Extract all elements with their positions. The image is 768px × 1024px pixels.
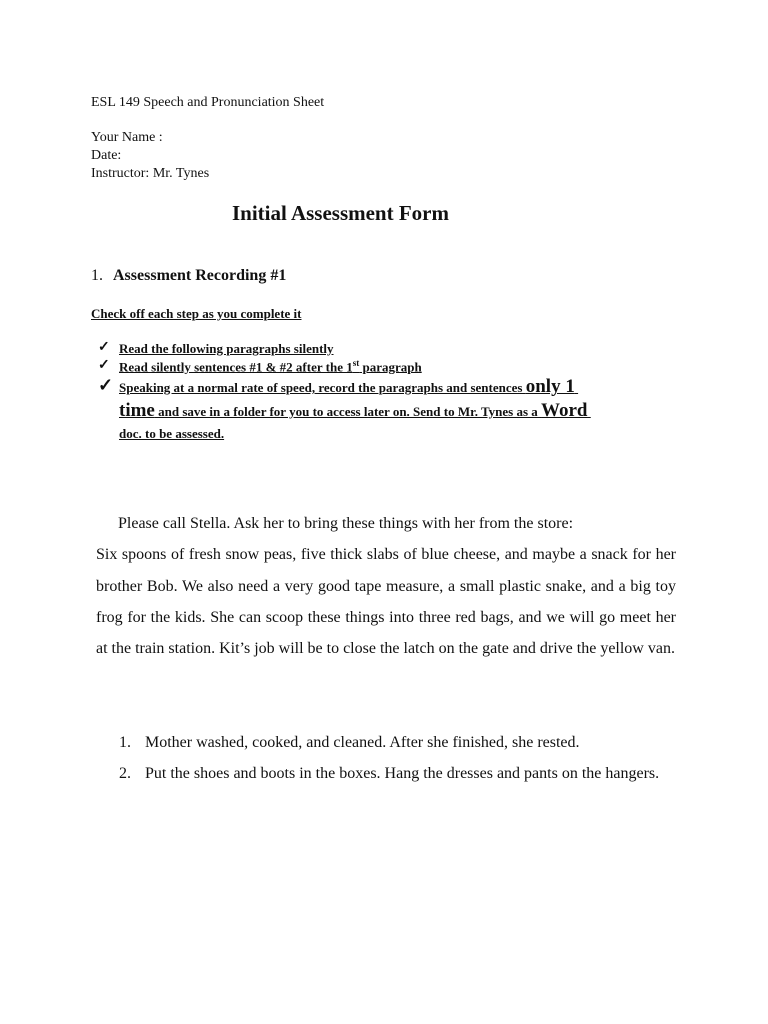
section-number: 1.	[91, 267, 103, 284]
step-3-line-3: doc. to be assessed.	[119, 426, 225, 441]
step-3-emphasis-word: Word	[541, 400, 588, 421]
step-2-text: Read silently sentences #1 & #2 after the 1	[119, 359, 353, 375]
step-3-line-1	[119, 376, 578, 398]
checkmark-icon: ✓	[98, 375, 114, 395]
step-3-emphasis-time: time	[119, 400, 155, 421]
checkmark-icon: ✓	[98, 340, 110, 355]
reading-paragraph	[96, 508, 676, 664]
list-number: 1.	[119, 734, 131, 751]
step-2-tail: paragraph	[359, 359, 422, 375]
step-3-text-a: Speaking at a normal rate of speed, record the paragraphs and sentences	[119, 380, 526, 395]
instruction-text: Check off each step as you complete it	[91, 306, 302, 321]
paragraph-line-1: Please call Stella. Ask her to bring these things with her from the store:	[118, 515, 574, 532]
course-title: ESL 149 Speech and Pronunciation Sheet	[91, 95, 325, 110]
step-2-superscript: st	[352, 358, 360, 368]
instructor-label: Instructor: Mr. Tynes	[91, 166, 210, 181]
step-2	[119, 358, 422, 375]
step-1: Read the following paragraphs silently	[119, 341, 334, 356]
step-3-line-2	[119, 400, 591, 422]
section-title: Assessment Recording #1	[113, 267, 287, 284]
date-label: Date:	[91, 148, 122, 163]
step-3-emphasis-only: only 1	[525, 376, 575, 397]
list-text: Put the shoes and boots in the boxes. Hang the dresses and pants on the hangers.	[145, 765, 660, 782]
page-title: Initial Assessment Form	[232, 201, 449, 225]
list-number: 2.	[119, 765, 131, 782]
name-label: Your Name :	[91, 130, 163, 145]
step-3-text-b: and save in a folder for you to access later on. Send to Mr. Tynes as a	[154, 404, 542, 419]
list-text: Mother washed, cooked, and cleaned. After she finished, she rested.	[145, 734, 580, 751]
paragraph-first-line	[96, 508, 676, 539]
paragraph-body: Six spoons of fresh snow peas, five thick slabs of blue cheese, and maybe a snack for her brother Bob. We also need a very good tape measure, a small plastic snake, and a big toy frog for the kids. She can scoop these things into three red bags, and we will go meet her at the train station. Kit’s job will be to close the latch on the gate and drive the yellow van.	[96, 546, 676, 658]
checkmark-icon: ✓	[98, 358, 110, 373]
